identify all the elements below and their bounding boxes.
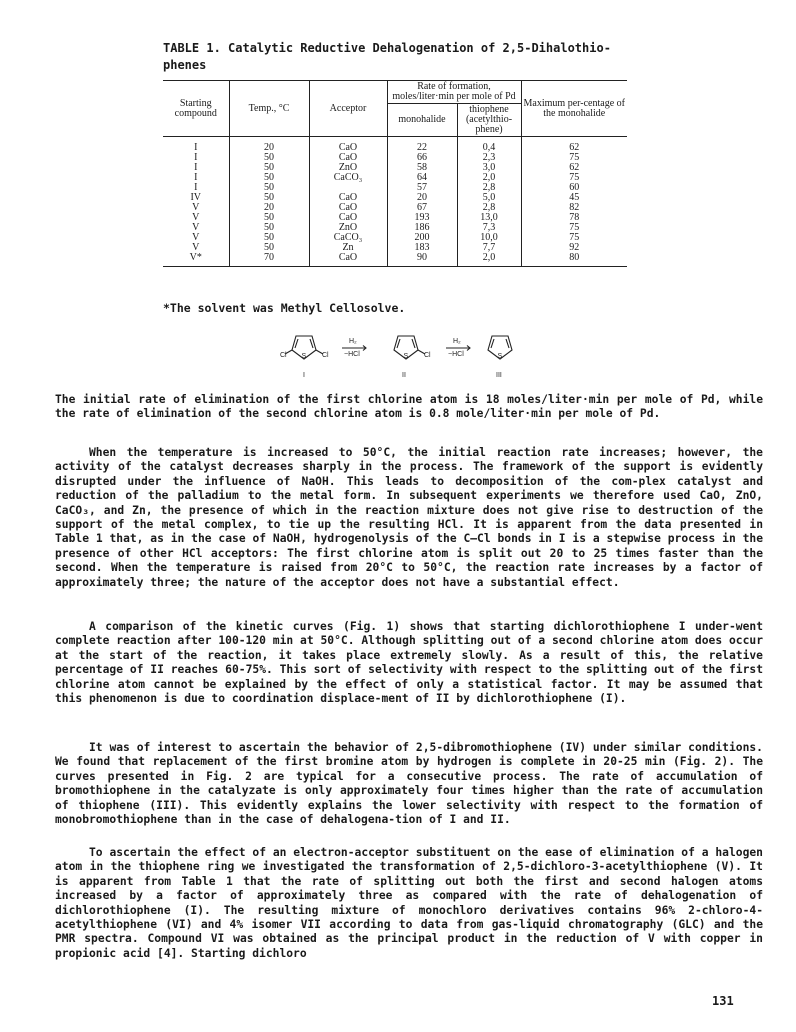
header-monohalide: monohalide <box>387 104 457 137</box>
table-cell: 60 <box>521 183 627 193</box>
table-cell: 50 <box>229 213 309 223</box>
table-cell: V <box>192 202 200 213</box>
table-cell: I <box>194 152 198 163</box>
table-cell: 75 <box>521 153 627 163</box>
table-cell: 2,0 <box>457 253 521 267</box>
table-cell: 50 <box>229 163 309 173</box>
reagent-label: −HCl <box>448 351 464 358</box>
data-table <box>163 80 627 267</box>
table-row <box>163 193 627 203</box>
compound-label: II <box>402 372 406 379</box>
table-cell: 66 <box>387 153 457 163</box>
table-cell: 50 <box>229 173 309 183</box>
reagent-label: −HCl <box>344 351 360 358</box>
chlorothiophene-structure <box>394 336 425 359</box>
sulfur-label: S <box>497 353 503 360</box>
page-number: 131 <box>712 994 734 1008</box>
table-cell: CaO <box>309 213 387 223</box>
chlorine-label: Cl <box>424 352 431 359</box>
table-row <box>163 163 627 173</box>
table-cell: 50 <box>229 243 309 253</box>
table-cell: 62 <box>521 137 627 154</box>
table-cell: V <box>192 232 200 243</box>
table-cell: 45 <box>521 193 627 203</box>
table-cell: 0,4 <box>457 137 521 154</box>
table-row <box>163 233 627 243</box>
table-cell: ZnO <box>309 163 387 173</box>
header-maximum: Maximum per-centage of the monohalide <box>521 81 627 137</box>
table-cell: 78 <box>521 213 627 223</box>
table-cell: 5,0 <box>457 193 521 203</box>
table-row <box>163 253 627 267</box>
paragraph-1: The initial rate of elimination of the first chlorine atom is 18 moles/liter·min per mole of Pd, while the rate of elimination of the second chlorine atom is 0.8 mole/liter·min per mole of Pd. <box>55 393 763 421</box>
header-acceptor: Acceptor <box>309 81 387 137</box>
table-cell: 50 <box>229 153 309 163</box>
paragraph-5: To ascertain the effect of an electron-acceptor substituent on the ease of elimination of a halogen atom in the thiophene ring we investigated the transformation of 2,5-dichloro-3-acetylthiophene (V). It is apparent from Table 1 that the rate of splitting out both the first and second halogen atoms increased by a factor of approximately three as compared with the rate of dehalogenation of dichlorothiophene (I). The resulting mixture of monochloro derivatives contains 96% 2-chloro-4-acetylthiophene (VI) and 4% isomer VII according to data from gas-liquid chromatography (GLC) and the PMR spectra. Compound VI was obtained as the principal product in the reduction of V with copper in propionic acid [4]. Starting dichloro <box>55 846 763 960</box>
table-body <box>163 137 627 267</box>
table-cell: 50 <box>229 233 309 243</box>
table-cell: 193 <box>387 213 457 223</box>
table-cell: 2,3 <box>457 153 521 163</box>
table-footnote: *The solvent was Methyl Cellosolve. <box>163 301 406 315</box>
compound-label: III <box>496 372 502 379</box>
table-cell: 58 <box>387 163 457 173</box>
table-cell: 2,8 <box>457 203 521 213</box>
table-cell: 57 <box>387 183 457 193</box>
table-cell: CaO <box>309 153 387 163</box>
table-cell: CaCO₃ <box>309 233 387 243</box>
table-cell: 186 <box>387 223 457 233</box>
table-row <box>163 153 627 163</box>
table-cell: 75 <box>521 233 627 243</box>
table-cell: 62 <box>521 163 627 173</box>
chlorine-label: Cl <box>280 352 287 359</box>
table-cell: 22 <box>387 137 457 154</box>
table-cell: I <box>194 162 198 173</box>
table-row <box>163 137 627 154</box>
table-cell: 20 <box>387 193 457 203</box>
table-cell: 13,0 <box>457 213 521 223</box>
sulfur-label: S <box>403 353 409 360</box>
header-thiophene: thiophene (acetylthio-phene) <box>457 104 521 137</box>
header-temp: Temp., °C <box>229 81 309 137</box>
table-cell: 20 <box>229 203 309 213</box>
table-cell: 3,0 <box>457 163 521 173</box>
table-row <box>163 213 627 223</box>
table-cell: I <box>194 172 198 183</box>
header-rate: Rate of formation, moles/liter·min per mole of Pd <box>387 81 521 104</box>
table-cell: V <box>192 222 200 233</box>
reaction-scheme <box>280 324 520 380</box>
table-row <box>163 223 627 233</box>
compound-label: I <box>303 372 305 379</box>
table-cell: CaO <box>309 193 387 203</box>
table-cell: CaO <box>309 203 387 213</box>
table-cell: 70 <box>229 253 309 267</box>
reagent-label: H₂ <box>453 338 461 345</box>
table-row <box>163 243 627 253</box>
table-row <box>163 203 627 213</box>
table-cell: 200 <box>387 233 457 243</box>
table-cell: 183 <box>387 243 457 253</box>
table-cell: 20 <box>229 137 309 154</box>
table-cell: CaO <box>309 137 387 154</box>
table-caption: TABLE 1. Catalytic Reductive Dehalogenation of 2,5-Dihalothio-phenes <box>163 41 611 72</box>
paragraph-4: It was of interest to ascertain the behavior of 2,5-dibromothiophene (IV) under similar conditions. We found that replacement of the first bromine atom by hydrogen is complete in 20-25 min (Fig. 2). The curves presented in Fig. 2 are typical for a consecutive process. The rate of accumulation of bromothiophene in the catalyzate is only approximately four times higher than the rate of accumulation of thiophene (III). This evidently explains the lower selectivity with respect to the formation of monobromothiophene than in the case of dehalogena-tion of I and II. <box>55 741 763 827</box>
table-cell: 50 <box>229 183 309 193</box>
table-cell: 92 <box>521 243 627 253</box>
table-cell: 2,8 <box>457 183 521 193</box>
table-cell: 50 <box>229 193 309 203</box>
paragraph-2: When the temperature is increased to 50°C, the initial reaction rate increases; however, the activity of the catalyst decreases sharply in the process. The framework of the support is evidently disrupted under the influence of NaOH. This leads to decomposition of the com-plex catalyst and reduction of the palladium to the metal form. In subsequent experiments we therefore used CaO, ZnO, CaCO₃, and Zn, the presence of which in the reaction mixture does not give rise to destruction of the support of the metal complex, to tie up the resulting HCl. It is apparent from the data presented in Table 1 that, as in the case of NaOH, hydrogenolysis of the C—Cl bonds in I is a stepwise process in the presence of other HCl acceptors: The first chlorine atom is split out 20 to 25 times faster than the second. When the temperature is raised from 20°C to 50°C, the reaction rate increases by a factor of approximately three; the nature of the acceptor does not have a substantial effect. <box>55 446 763 589</box>
table-row <box>163 183 627 193</box>
table-cell: IV <box>190 192 202 203</box>
reagent-label: H₂ <box>349 338 357 345</box>
table-cell: 64 <box>387 173 457 183</box>
table-cell: CaO <box>309 253 387 267</box>
table-cell: I <box>194 182 198 193</box>
table-cell: CaCO₃ <box>309 173 387 183</box>
table-cell: 10,0 <box>457 233 521 243</box>
table-cell: I <box>194 142 198 153</box>
table-cell: 75 <box>521 173 627 183</box>
table-cell: 90 <box>387 253 457 267</box>
table-cell: 7,3 <box>457 223 521 233</box>
chlorine-label: Cl <box>322 352 329 359</box>
table-cell: 2,0 <box>457 173 521 183</box>
table-cell: V <box>192 212 200 223</box>
table-cell: 67 <box>387 203 457 213</box>
table-cell: ZnO <box>309 223 387 233</box>
table-row <box>163 173 627 183</box>
sulfur-label: S <box>301 353 307 360</box>
table-cell: 80 <box>521 253 627 267</box>
paragraph-3: A comparison of the kinetic curves (Fig. 1) shows that starting dichlorothiophene I under-went complete reaction after 100-120 min at 50°C. Although splitting out of a second chlorine atom does occur at the start of the reaction, it takes place extremely slowly. As a result of this, the relative percentage of II reaches 60-75%. This sort of selectivity with respect to the splitting out of the first chlorine atom cannot be explained by the effect of only a statistical factor. It may be assumed that this phenomenon is due to coordination displace-ment of II by dichlorothiophene (I). <box>55 620 763 706</box>
table-cell: 75 <box>521 223 627 233</box>
table-cell: V* <box>189 252 202 263</box>
header-starting-compound: Starting compound <box>174 97 217 119</box>
table-cell: V <box>192 242 200 253</box>
table-cell: 82 <box>521 203 627 213</box>
table-cell: Zn <box>309 243 387 253</box>
table-cell: 7,7 <box>457 243 521 253</box>
table-cell: 50 <box>229 223 309 233</box>
